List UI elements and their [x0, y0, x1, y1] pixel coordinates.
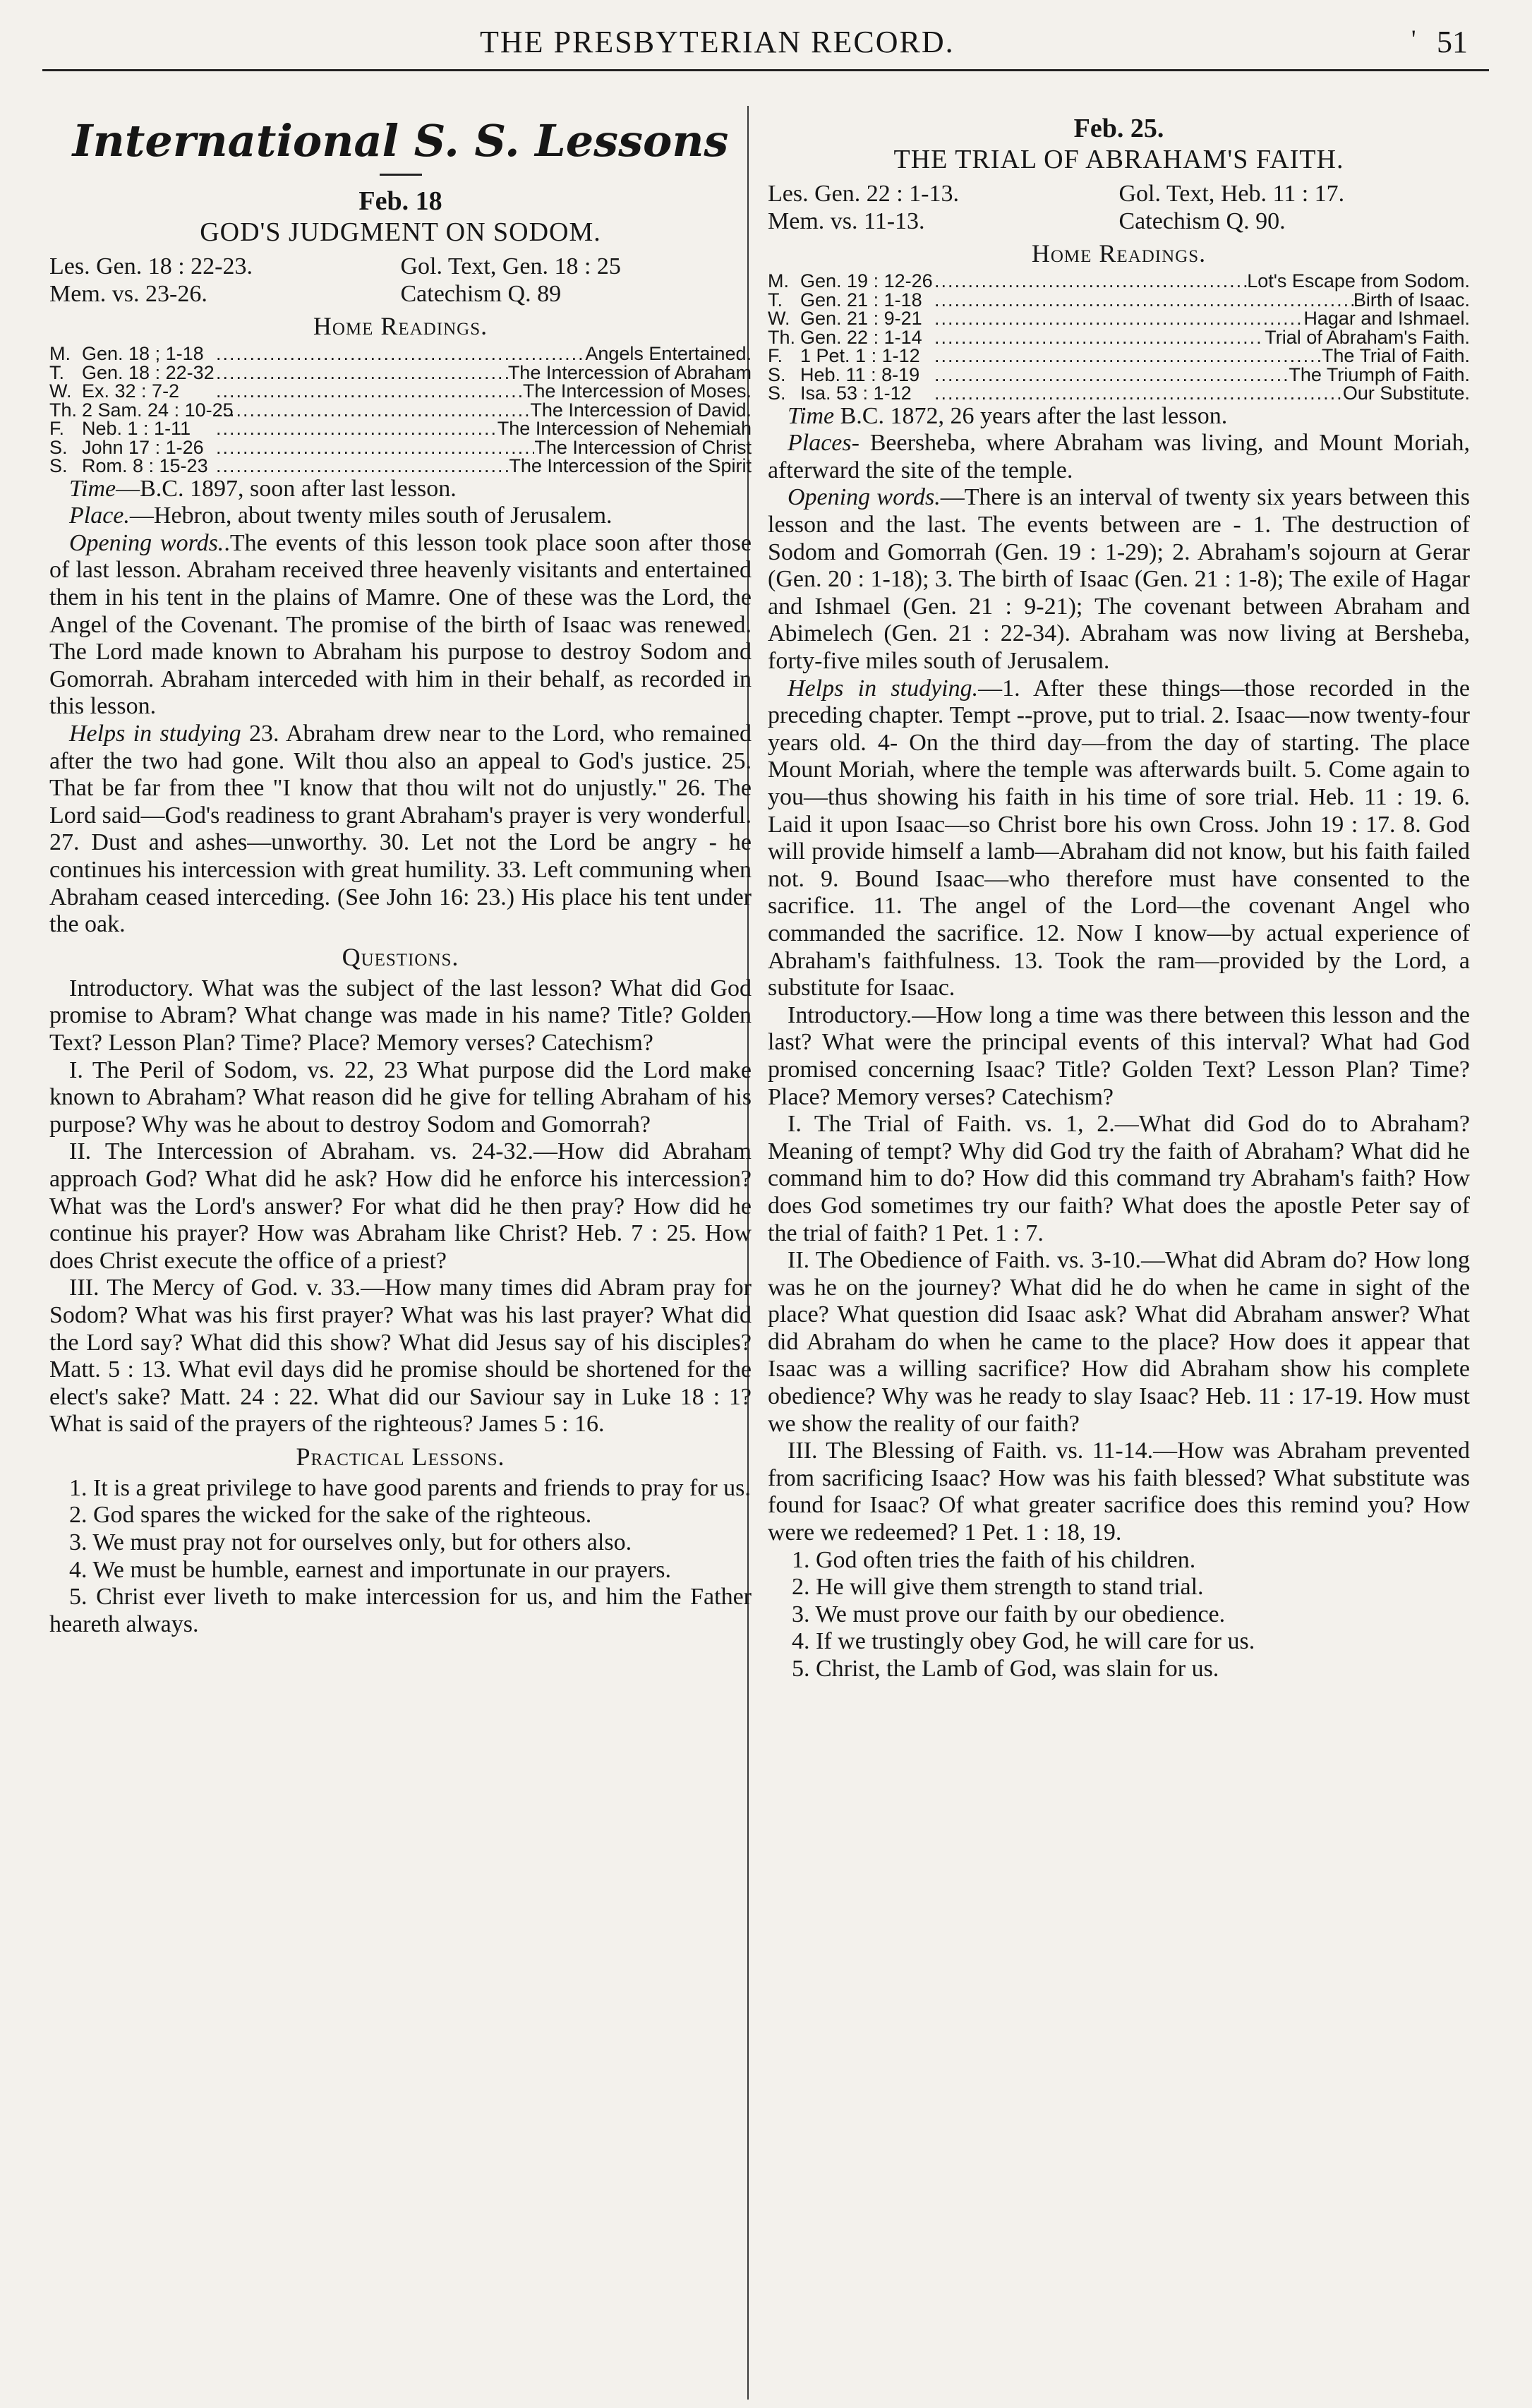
masthead: International S. S. Lessons [72, 115, 729, 167]
lesson2-meta-row1 [768, 181, 1470, 208]
lesson2-practical-item: 2. He will give them strength to stand trial. [792, 1574, 1204, 1601]
lesson2-meta-row2 [768, 208, 1470, 236]
reading-row: Th. 2 Sam. 24 : 10-25 ..... The Intercession of David. [49, 401, 752, 420]
lesson1-home-readings [49, 344, 752, 476]
lesson2-question: I. The Trial of Faith. vs. 1, 2.—What did God do to Abraham? Meaning of tempt? Why did God try the faith of Abraham? What did he command him to do? How did this command try Abraham's faith? How does God sometimes try our faith? What does the apostle Peter say of the trial of faith? 1 Pet. 1 : 7. [768, 1111, 1470, 1246]
lesson2-place: Places- Beersheba, where Abraham was living, and Mount Moriah, afterward the site of the temple. [768, 430, 1470, 483]
lesson2-home-readings-heading: Home Readings. [1031, 239, 1207, 268]
lesson2-time: Time B.C. 1872, 26 years after the last lesson. [788, 402, 1228, 429]
reading-row: M. Gen. 18 ; 1-18 ..... Angels Entertained. [49, 344, 752, 363]
page-number: 51 [1437, 25, 1468, 59]
lesson2-question: III. The Blessing of Faith. vs. 11-14.—How was Abraham prevented from sacrificing Isaac? How was his faith blessed? What substitute was found for Isaac? Of what greater sacrifice does this remind you? How were we redeemed? 1 Pet. 1 : 18, 19. [768, 1438, 1470, 1546]
lesson2-practical-item: 3. We must prove our faith by our obedience. [792, 1601, 1226, 1627]
lesson1-meta-row2 [49, 281, 752, 308]
lesson2-date: Feb. 25. [1073, 114, 1164, 143]
running-title: THE PRESBYTERIAN RECORD. [480, 25, 955, 59]
lesson2-question: Introductory.—How long a time was there between this lesson and the last? What were the principal events of this interval? What had God promised concerning Isaac? Title? Golden Text? Lesson Plan? Time? Place? Memory verses? Catechism? [768, 1001, 1470, 1110]
lesson2-title: THE TRIAL OF ABRAHAM'S FAITH. [893, 145, 1344, 174]
reading-row: F. 1 Pet. 1 : 1-12 ..... The Trial of Faith. [768, 347, 1470, 366]
right-column [768, 113, 1470, 1683]
reading-row: S. Rom. 8 : 15-23 ..... The Intercession of the Spirit [49, 457, 752, 476]
lesson1-questions-heading: Questions. [342, 942, 459, 971]
reading-row: Th. Gen. 22 : 1-14 ..... Trial of Abraham's Faith. [768, 328, 1470, 347]
reading-row: S. Isa. 53 : 1-12 ..... Our Substitute. [768, 384, 1470, 403]
reading-row: M. Gen. 19 : 12-26 ..... Lot's Escape from Sodom. [768, 272, 1470, 291]
reading-row: W. Ex. 32 : 7-2 ..... The Intercession of Moses. [49, 382, 752, 401]
lesson1-question: III. The Mercy of God. v. 33.—How many times did Abram pray for Sodom? What was his first prayer? What was his last prayer? What did the Lord say? What did this show? What did Jesus say of his disciples? Matt. 5 : 13. What evil days did he promise should be shortened for the elect's sake? Matt. 24 : 22. What did our Saviour say in Luke 18 : 1? What is said of the prayers of the righteous? James 5 : 16. [49, 1275, 752, 1438]
lesson2-catechism: Catechism Q. 90. [1118, 207, 1286, 234]
lesson2-practical-item: 1. God often tries the faith of his children. [792, 1546, 1196, 1573]
lesson1-date: Feb. 18 [358, 186, 442, 216]
reading-row: F. Neb. 1 : 1-11 ..... The Intercession of Nehemiah [49, 419, 752, 438]
lesson1-question: II. The Intercession of Abraham. vs. 24-32.—How did Abraham approach God? What did he ask? How did he enforce his intercession? What was the Lord's answer? For what did he then pray? How did he continue his prayer? How was Abraham like Christ? Heb. 7 : 25. How does Christ execute the office of a priest? [49, 1138, 752, 1274]
lesson1-golden-text: Gol. Text, Gen. 18 : 25 [400, 253, 621, 279]
lesson1-question: I. The Peril of Sodom, vs. 22, 23 What purpose did the Lord make known to Abraham? What reason did he give for telling Abraham of his purpose? Why was he about to destroy Sodom and Gomorrah? [49, 1056, 752, 1138]
lesson1-catechism: Catechism Q. 89 [400, 280, 562, 307]
reading-row: T. Gen. 18 : 22-32 ..... The Intercession of Abraham [49, 363, 752, 383]
lesson2-home-readings [768, 272, 1470, 403]
lesson1-practical-item: 5. Christ ever liveth to make intercession for us, and him the Father heareth always. [49, 1584, 752, 1637]
lesson1-practical-item: 3. We must pray not for ourselves only, but for others also. [69, 1529, 632, 1556]
lesson1-home-readings-heading: Home Readings. [313, 312, 488, 341]
page-mark: ' [1411, 25, 1416, 53]
lesson1-place: Place.—Hebron, about twenty miles south of Jerusalem. [69, 502, 613, 529]
lesson1-mem: Mem. vs. 23-26. [49, 280, 207, 307]
lesson2-helps: Helps in studying.—1. After these things—those recorded in the preceding chapter. Tempt --prove, put to trial. 2. Isaac—now twenty-four years old. 4- On the third day—from the day of starting. The place Mount Moriah, where the temple was afterwards built. 5. Come again to you—thus showing his faith in his time of sore trial. Heb. 11 : 19. 6. Laid it upon Isaac—so Christ bore his own Cross. John 19 : 17. 8. God will provide himself a lamb—Abraham did not know, but his faith failed not. 9. Bound Isaac—who therefore must have consented to the sacrifice. 11. The angel of the Lord—the covenant Angel who commanded the sacrifice. 12. Now I know—by actual experience of Abraham's faithfulness. 13. Took the ram—provided by the Lord, a substitute for Isaac. [768, 675, 1470, 1001]
left-column [49, 113, 752, 1638]
lesson1-practical-heading: Practical Lessons. [296, 1442, 505, 1471]
lesson2-golden-text: Gol. Text, Heb. 11 : 17. [1118, 181, 1345, 207]
lesson1-practical-item: 2. God spares the wicked for the sake of the righteous. [69, 1502, 592, 1529]
lesson1-helps: Helps in studying 23. Abraham drew near to the Lord, who remained after the two had gone. Wilt thou also an appeal to God's justice. 25. That be far from thee "I know that thou wilt not do unjustly." 26. The Lord said—God's readiness to grant Abraham's prayer is very wonderful. 27. Dust and ashes—unworthy. 30. Let not the Lord be angry - he continues his intercession with great humility. 33. Left communing when Abraham ceased interceding. (See John 16: 23.) His place his tent under the oak. [49, 721, 752, 938]
lesson2-les: Les. Gen. 22 : 1-13. [768, 181, 960, 207]
lesson1-les: Les. Gen. 18 : 22-23. [49, 253, 253, 279]
reading-row: S. Heb. 11 : 8-19 ..... The Triumph of Faith. [768, 366, 1470, 385]
reading-row: W. Gen. 21 : 9-21 ..... Hagar and Ishmael. [768, 309, 1470, 328]
lesson1-meta-row1 [49, 253, 752, 281]
lesson2-question: II. The Obedience of Faith. vs. 3-10.—What did Abram do? How long was he on the journey? What did he do when he came in sight of the place? What question did Isaac ask? What did Abraham answer? What did Abraham do when he came to the place? How does it appear that Isaac was a willing sacrifice? How did Abraham show his complete obedience? Why was he ready to slay Isaac? Heb. 11 : 17-19. How must we show the reality of our faith? [768, 1247, 1470, 1437]
lesson1-practical-item: 4. We must be humble, earnest and importunate in our prayers. [69, 1556, 672, 1583]
reading-row: S. John 17 : 1-26 ..... The Intercession of Christ [49, 438, 752, 457]
lesson2-opening-words: Opening words.—There is an interval of twenty six years between this lesson and the last. The events between are - 1. The destruction of Sodom and Gomorrah (Gen. 19 : 1-29); 2. Abraham's sojourn at Gerar (Gen. 20 : 1-18); 3. The birth of Isaac (Gen. 21 : 1-8); The exile of Hagar and Ishmael (Gen. 21 : 9-21); The covenant between Abraham and Abimelech (Gen. 21 : 22-34). Abraham was now living at Bersheba, forty-five miles south of Jerusalem. [768, 484, 1470, 675]
lesson1-practical-item: 1. It is a great privilege to have good parents and friends to pray for us. [69, 1474, 751, 1501]
masthead-rule [380, 174, 422, 176]
lesson1-time: Time—B.C. 1897, soon after last lesson. [69, 475, 457, 502]
lesson1-opening-words: Opening words..The events of this lesson took place soon after those of last lesson. Abraham received three heavenly visitants and entertained them in his tent in the plains of Mamre. One of these was the Lord, the Angel of the Covenant. The promise of the birth of Isaac was renewed. The Lord made known to Abraham his purpose to destroy Sodom and Gomorrah. Abraham interceded with him in their behalf, as recorded in this lesson. [49, 529, 752, 720]
lesson2-practical-item: 5. Christ, the Lamb of God, was slain for us. [792, 1656, 1219, 1682]
reading-row: T. Gen. 21 : 1-18 ..... Birth of Isaac. [768, 291, 1470, 310]
lesson2-practical-item: 4. If we trustingly obey God, he will care for us. [792, 1628, 1255, 1655]
lesson1-question: Introductory. What was the subject of the last lesson? What did God promise to Abram? What change was made in his name? Title? Golden Text? Lesson Plan? Time? Place? Memory verses? Catechism? [49, 975, 752, 1056]
lesson1-title: GOD'S JUDGMENT ON SODOM. [200, 217, 601, 247]
running-head [42, 20, 1489, 71]
lesson2-mem: Mem. vs. 11-13. [768, 207, 925, 234]
